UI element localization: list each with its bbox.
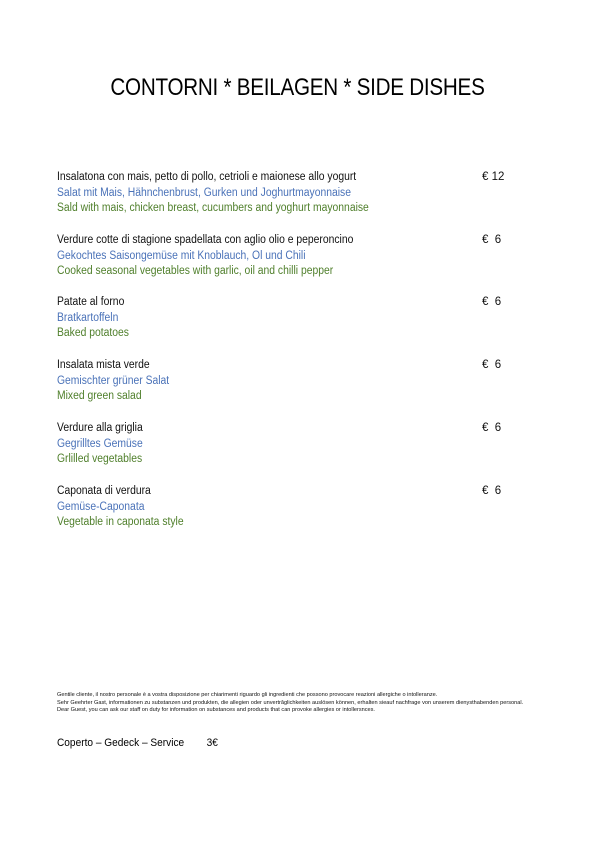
- item-name-german: Gegrilltes Gemüse: [57, 437, 143, 450]
- item-name-english: Grlilled vegetables: [57, 453, 143, 465]
- allergen-notice-german: Sehr Geehrter Gast, informationen zu substanzen und produkten, die allegien oder unvertrăglichkeiten auslösen können, erhalten sieauf nachfrage von unserem dienysthabenden personal.: [57, 699, 524, 706]
- allergen-notice-italian: Gentile cliente, il nostro personale è a vostra disposizione per chiarimenti riguardo gli ingredienti che possono provocare reazioni allergiche o intolleranze.: [57, 692, 438, 698]
- item-name-german: Gemüse-Caponata: [57, 500, 145, 513]
- item-name-italian: Insalatona con mais, petto di pollo, cetrioli e maionese allo yogurt: [57, 171, 357, 183]
- menu-item-patate: [57, 295, 517, 342]
- item-price: € 12: [482, 171, 505, 183]
- menu-item-verdure-cotte: [57, 233, 517, 280]
- allergen-notice-english: Dear Guest, you can ask our staff on duty for information on substances and products that can provoke allergies or intollersnces.: [57, 707, 375, 714]
- item-name-english: Vegetable in caponata style: [57, 516, 184, 528]
- item-name-italian: Verdure alla griglia: [57, 422, 143, 434]
- item-name-german: Salat mit Mais, Hähnchenbrust, Gurken und Joghurtmayonnaise: [57, 186, 351, 199]
- item-name-english: Mixed green salad: [57, 390, 142, 402]
- item-name-italian: Patate al forno: [57, 296, 125, 308]
- item-name-english: Baked potatoes: [57, 327, 129, 339]
- item-name-english: Sald with mais, chicken breast, cucumbers and yoghurt mayonnaise: [57, 202, 369, 214]
- cover-charge: Coperto – Gedeck – Service 3€: [57, 737, 218, 749]
- item-price: € 6: [482, 422, 502, 434]
- item-name-english: Cooked seasonal vegetables with garlic, oil and chilli pepper: [57, 265, 334, 277]
- menu-item-insalata-mista: [57, 358, 517, 405]
- item-price: € 6: [482, 485, 502, 497]
- item-name-italian: Verdure cotte di stagione spadellata con aglio olio e peperoncino: [57, 234, 354, 246]
- item-price: € 6: [482, 234, 502, 246]
- item-name-german: Gemischter grüner Salat: [57, 374, 170, 387]
- page-title: CONTORNI * BEILAGEN * SIDE DISHES: [110, 74, 485, 101]
- item-name-german: Gekochtes Saisongemüse mit Knoblauch, Öl und Chili: [57, 249, 306, 262]
- item-price: € 6: [482, 296, 502, 308]
- allergen-notice: [57, 692, 537, 715]
- item-price: € 6: [482, 359, 502, 371]
- menu-item-caponata: [57, 484, 517, 531]
- menu-item-insalatona: [57, 170, 517, 217]
- menu-item-verdure-griglia: [57, 421, 517, 468]
- item-name-german: Bratkartoffeln: [57, 311, 119, 324]
- item-name-italian: Insalata mista verde: [57, 359, 150, 371]
- item-name-italian: Caponata di verdura: [57, 485, 151, 497]
